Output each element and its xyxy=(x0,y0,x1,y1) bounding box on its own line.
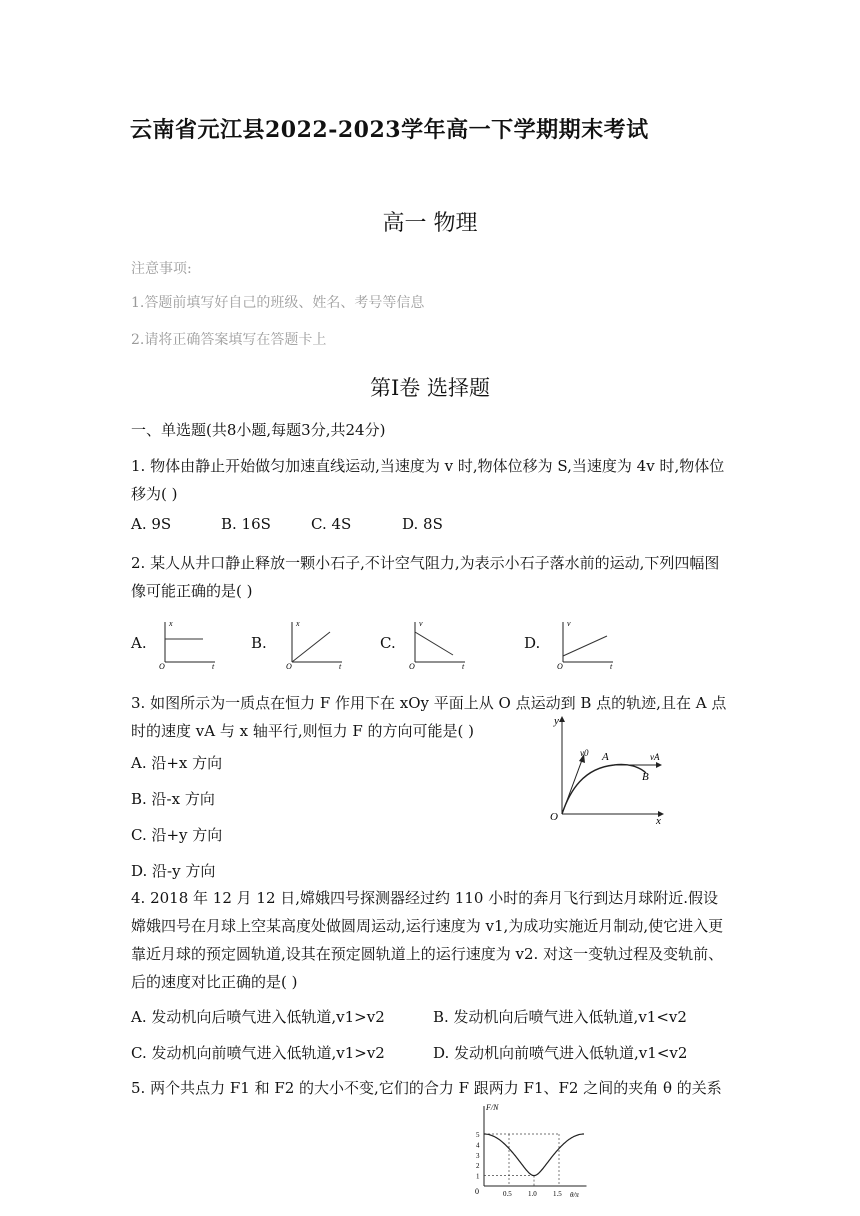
question-1-text: 1. 物体由静止开始做匀加速直线运动,当速度为 v 时,物体位移为 S,当速度为 4v 时,物体位移为( ) xyxy=(131,457,725,503)
q5-y-label: F/N xyxy=(486,1103,499,1112)
q2c-y-label: v xyxy=(419,619,423,628)
q2b-x-label: t xyxy=(339,662,342,670)
q3-origin: O xyxy=(550,811,558,823)
q1-option-b: B. 16S xyxy=(221,515,271,533)
q2a-x-label: t xyxy=(212,662,215,670)
question-5-text: 5. 两个共点力 F1 和 F2 的大小不变,它们的合力 F 跟两力 F1、F2 之间的夹角 θ 的关系 xyxy=(131,1079,722,1097)
q2-graph-d xyxy=(553,616,621,670)
part-heading: 一、单选题(共8小题,每题3分,共24分) xyxy=(131,421,386,439)
notice-item-2: 2.请将正确答案填写在答题卡上 xyxy=(131,332,327,348)
q5-x-tick: 1.5 xyxy=(553,1190,562,1198)
q1-option-d: D. 8S xyxy=(402,515,443,533)
q4-option-b: B. 发动机向后喷气进入低轨道,v1<v2 xyxy=(433,1008,687,1026)
q4-option-c: C. 发动机向前喷气进入低轨道,v1>v2 xyxy=(131,1044,385,1062)
q4-option-d: D. 发动机向前喷气进入低轨道,v1<v2 xyxy=(433,1044,688,1062)
q2-graph-a xyxy=(155,616,223,670)
q3-trajectory-figure xyxy=(546,710,676,828)
question-4-text: 4. 2018 年 12 月 12 日,嫦娥四号探测器经过约 110 小时的奔月飞行到达月球附近.假设嫦娥四号在月球上空某高度处做圆周运动,运行速度为 v1,为成功实施近月制动,使它进入更靠近月球的预定圆轨道,设其在预定圆轨道上的运行速度为 v2. 对这一变轨过程及变轨前、后的速度对比正确的是( ) xyxy=(131,889,724,991)
q5-y-tick: 4 xyxy=(476,1141,480,1150)
q2a-y-label: x xyxy=(169,619,173,628)
q5-y-tick: 1 xyxy=(476,1172,480,1181)
q2-graph-b xyxy=(282,616,350,670)
q3-option-d: D. 沿-y 方向 xyxy=(131,862,216,880)
q5-y-tick: 3 xyxy=(476,1151,480,1160)
notice-heading: 注意事项: xyxy=(131,261,192,277)
q5-x-tick: 1.0 xyxy=(528,1190,537,1198)
q3-option-a: A. 沿+x 方向 xyxy=(131,754,223,772)
q3-option-b: B. 沿-x 方向 xyxy=(131,790,215,808)
notice-item-1: 1.答题前填写好自己的班级、姓名、考号等信息 xyxy=(131,295,425,311)
q3-y-label: y xyxy=(554,715,559,727)
q3-va-label: vA xyxy=(650,752,660,762)
q3-v0-label: v0 xyxy=(580,748,589,758)
q3-x-label: x xyxy=(656,815,661,827)
q3-point-b: B xyxy=(642,771,649,783)
q5-x-tick: 0.5 xyxy=(503,1190,512,1198)
q3-point-a: A xyxy=(602,751,609,763)
question-2-text: 2. 某人从井口静止释放一颗小石子,不计空气阻力,为表示小石子落水前的运动,下列四幅图像可能正确的是( ) xyxy=(131,554,720,600)
q2-option-c: C. xyxy=(380,634,396,652)
q2a-origin: O xyxy=(159,662,165,670)
exam-title: 云南省元江县2022-2023学年高一下学期期末考试 xyxy=(130,117,649,143)
q2d-origin: O xyxy=(557,662,563,670)
q2-option-a: A. xyxy=(131,634,147,652)
q2-graph-c xyxy=(405,616,473,670)
section-title: 第Ⅰ卷 选择题 xyxy=(370,376,490,400)
subject-title: 高一 物理 xyxy=(382,211,478,236)
q2-option-b: B. xyxy=(251,634,267,652)
q1-option-c: C. 4S xyxy=(311,515,352,533)
q5-y-tick: 2 xyxy=(476,1162,480,1171)
q3-option-c: C. 沿+y 方向 xyxy=(131,826,223,844)
question-3-text: 3. 如图所示为一质点在恒力 F 作用下在 xOy 平面上从 O 点运动到 B 点的轨迹,且在 A 点时的速度 vA 与 x 轴平行,则恒力 F 的方向可能是( ) xyxy=(131,694,727,740)
q4-option-a: A. 发动机向后喷气进入低轨道,v1>v2 xyxy=(131,1008,385,1026)
q5-x-label: θ/π xyxy=(570,1191,579,1199)
q2d-y-label: v xyxy=(567,619,571,628)
q5-y-tick: 5 xyxy=(476,1131,480,1139)
q2d-x-label: t xyxy=(610,662,613,670)
q5-origin-label: 0 xyxy=(475,1187,479,1196)
q2c-origin: O xyxy=(409,662,415,670)
q2c-x-label: t xyxy=(462,662,465,670)
q5-force-curve xyxy=(484,1134,584,1176)
q2b-origin: O xyxy=(286,662,292,670)
q2-option-d: D. xyxy=(524,634,541,652)
q5-force-angle-chart xyxy=(470,1100,590,1200)
q2b-y-label: x xyxy=(296,619,300,628)
q1-option-a: A. 9S xyxy=(131,515,172,533)
